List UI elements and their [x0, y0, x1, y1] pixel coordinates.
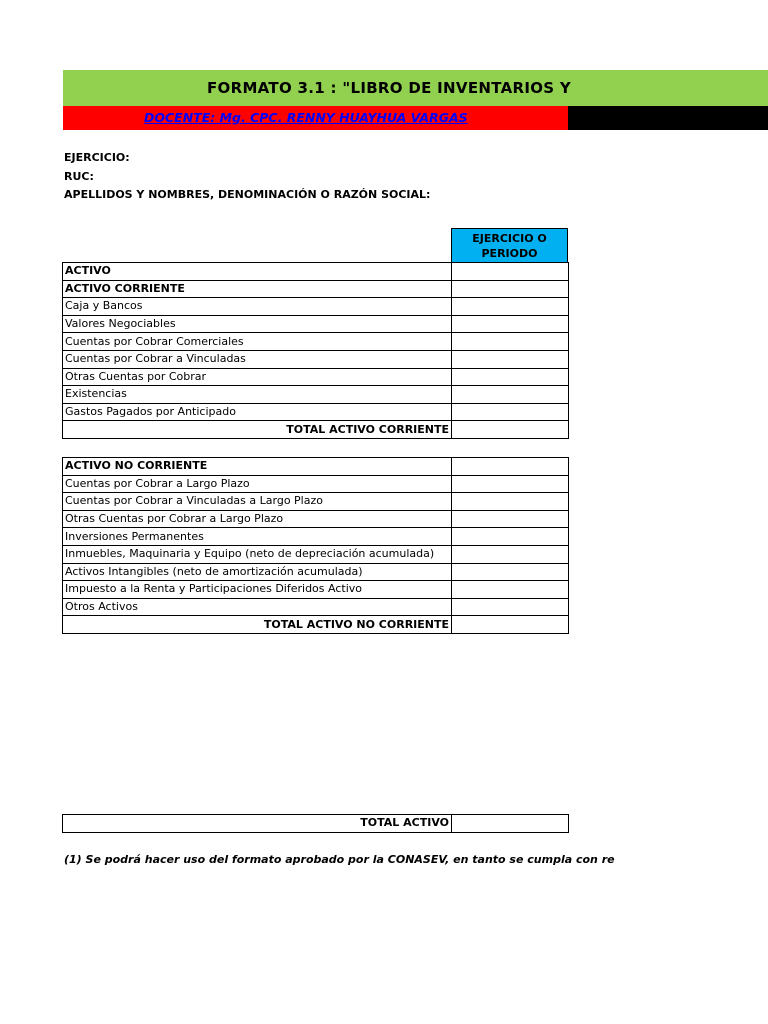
activo-no-corriente-table — [62, 457, 569, 634]
docente-label: DOCENTE: Mg. CPC. RENNY HUAYHUA VARGAS — [144, 110, 468, 125]
footnote: (1) Se podrá hacer uso del formato aprobado por la CONASEV, en tanto se cumpla con re — [64, 853, 615, 866]
table-row — [63, 475, 569, 493]
row-label: Inversiones Permanentes — [63, 528, 452, 546]
row-label: Cuentas por Cobrar a Vinculadas — [63, 350, 452, 368]
value-cell[interactable] — [452, 315, 569, 333]
row-label: Otras Cuentas por Cobrar — [63, 368, 452, 386]
subsection-label: ACTIVO NO CORRIENTE — [63, 458, 452, 476]
row-label: Otros Activos — [63, 598, 452, 616]
period-column-header: EJERCICIO O PERIODO — [451, 228, 568, 263]
value-cell[interactable] — [452, 298, 569, 316]
table-row — [63, 368, 569, 386]
section-label: ACTIVO — [63, 263, 452, 281]
row-label: Cuentas por Cobrar a Largo Plazo — [63, 475, 452, 493]
table-row — [63, 403, 569, 421]
value-cell[interactable] — [452, 563, 569, 581]
table-row — [63, 616, 569, 634]
table-row — [63, 563, 569, 581]
total-value-cell[interactable] — [452, 616, 569, 634]
activo-corriente-table — [62, 262, 569, 439]
value-cell[interactable] — [452, 280, 569, 298]
table-row — [63, 598, 569, 616]
value-cell[interactable] — [452, 333, 569, 351]
title-bar — [63, 70, 768, 106]
page-title: FORMATO 3.1 : "LIBRO DE INVENTARIOS Y — [207, 79, 572, 97]
row-label: Otras Cuentas por Cobrar a Largo Plazo — [63, 510, 452, 528]
ruc-label: RUC: — [64, 170, 94, 183]
table-row — [63, 528, 569, 546]
total-value-cell[interactable] — [452, 421, 569, 439]
table-row — [63, 350, 569, 368]
value-cell[interactable] — [452, 350, 569, 368]
table-row — [63, 315, 569, 333]
razon-social-label: APELLIDOS Y NOMBRES, DENOMINACIÓN O RAZÓN SOCIAL: — [64, 188, 431, 201]
ejercicio-label: EJERCICIO: — [64, 151, 130, 164]
total-activo-label: TOTAL ACTIVO — [63, 815, 452, 833]
row-label: Impuesto a la Renta y Participaciones Diferidos Activo — [63, 581, 452, 599]
table-row — [63, 386, 569, 404]
total-activo-value-cell[interactable] — [452, 815, 569, 833]
value-cell[interactable] — [452, 475, 569, 493]
table-row — [63, 545, 569, 563]
value-cell[interactable] — [452, 510, 569, 528]
value-cell[interactable] — [452, 403, 569, 421]
row-label: Activos Intangibles (neto de amortización acumulada) — [63, 563, 452, 581]
value-cell[interactable] — [452, 458, 569, 476]
row-label: Existencias — [63, 386, 452, 404]
value-cell[interactable] — [452, 528, 569, 546]
row-label: Valores Negociables — [63, 315, 452, 333]
docente-bar — [63, 106, 568, 130]
value-cell[interactable] — [452, 598, 569, 616]
table-row — [63, 493, 569, 511]
row-label: Cuentas por Cobrar a Vinculadas a Largo Plazo — [63, 493, 452, 511]
total-activo-table — [62, 814, 569, 833]
table-row — [63, 458, 569, 476]
total-label: TOTAL ACTIVO CORRIENTE — [63, 421, 452, 439]
value-cell[interactable] — [452, 368, 569, 386]
value-cell[interactable] — [452, 545, 569, 563]
table-row — [63, 298, 569, 316]
table-row — [63, 280, 569, 298]
row-label: Gastos Pagados por Anticipado — [63, 403, 452, 421]
row-label: Inmuebles, Maquinaria y Equipo (neto de depreciación acumulada) — [63, 545, 452, 563]
total-label: TOTAL ACTIVO NO CORRIENTE — [63, 616, 452, 634]
table-row — [63, 333, 569, 351]
table-row — [63, 263, 569, 281]
value-cell[interactable] — [452, 386, 569, 404]
subsection-label: ACTIVO CORRIENTE — [63, 280, 452, 298]
value-cell[interactable] — [452, 263, 569, 281]
black-filler-cell — [568, 106, 768, 130]
table-row — [63, 421, 569, 439]
table-row — [63, 815, 569, 833]
table-row — [63, 510, 569, 528]
row-label: Cuentas por Cobrar Comerciales — [63, 333, 452, 351]
value-cell[interactable] — [452, 581, 569, 599]
row-label: Caja y Bancos — [63, 298, 452, 316]
value-cell[interactable] — [452, 493, 569, 511]
table-row — [63, 581, 569, 599]
